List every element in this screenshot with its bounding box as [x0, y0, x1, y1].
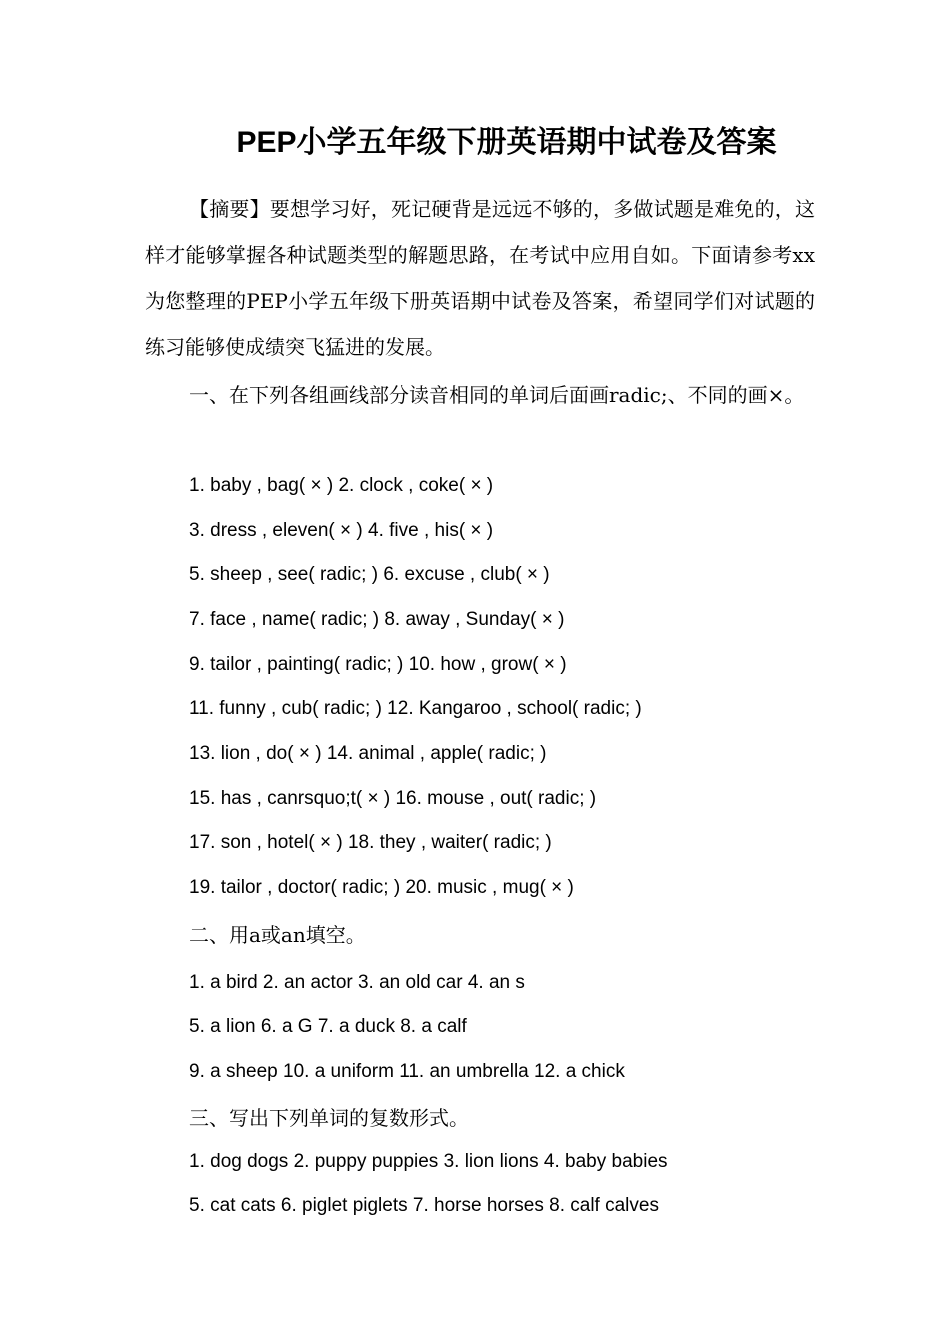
- section-1-line: 9. tailor , painting( radic; ) 10. how , grow( × ): [189, 654, 567, 675]
- section-3-heading: 三、写出下列单词的复数形式。: [189, 1106, 469, 1130]
- section-1-line: 7. face , name( radic; ) 8. away , Sunday( × ): [189, 609, 565, 630]
- section-1-line: 1. baby , bag( × ) 2. clock , coke( × ): [189, 475, 494, 496]
- section-1-line: 5. sheep , see( radic; ) 6. excuse , club( × ): [189, 564, 550, 585]
- section-1-line: 17. son , hotel( × ) 18. they , waiter( radic; ): [189, 832, 552, 853]
- section-2-line: 5. a lion 6. a G 7. a duck 8. a calf: [189, 1016, 467, 1037]
- section-2-line: 1. a bird 2. an actor 3. an old car 4. an s: [189, 972, 525, 993]
- section-1-line: 11. funny , cub( radic; ) 12. Kangaroo , school( radic; ): [189, 698, 642, 719]
- section-1-heading: 一、在下列各组画线部分读音相同的单词后面画radic;、不同的画×。: [189, 383, 805, 407]
- section-1-line: 3. dress , eleven( × ) 4. five , his( × ): [189, 520, 494, 541]
- section-3-line: 1. dog dogs 2. puppy puppies 3. lion lions 4. baby babies: [189, 1151, 668, 1172]
- abstract-paragraph: 【摘要】要想学习好，死记硬背是远远不够的，多做试题是难免的，这样才能够掌握各种试题类型的解题思路，在考试中应用自如。下面请参考xx为您整理的PEP小学五年级下册英语期中试卷及答案，希望同学们对试题的练习能够使成绩突飞猛进的发展。: [145, 197, 815, 359]
- section-2-heading: 二、用a或an填空。: [189, 923, 366, 947]
- section-1-line: 15. has , canrsquo;t( × ) 16. mouse , out( radic; ): [189, 788, 597, 809]
- section-3-line: 5. cat cats 6. piglet piglets 7. horse horses 8. calf calves: [189, 1195, 659, 1216]
- section-1-line: 19. tailor , doctor( radic; ) 20. music , mug( × ): [189, 877, 574, 898]
- page-title: PEP小学五年级下册英语期中试卷及答案: [236, 126, 777, 159]
- section-2-line: 9. a sheep 10. a uniform 11. an umbrella 12. a chick: [189, 1061, 625, 1082]
- section-1-line: 13. lion , do( × ) 14. animal , apple( radic; ): [189, 743, 547, 764]
